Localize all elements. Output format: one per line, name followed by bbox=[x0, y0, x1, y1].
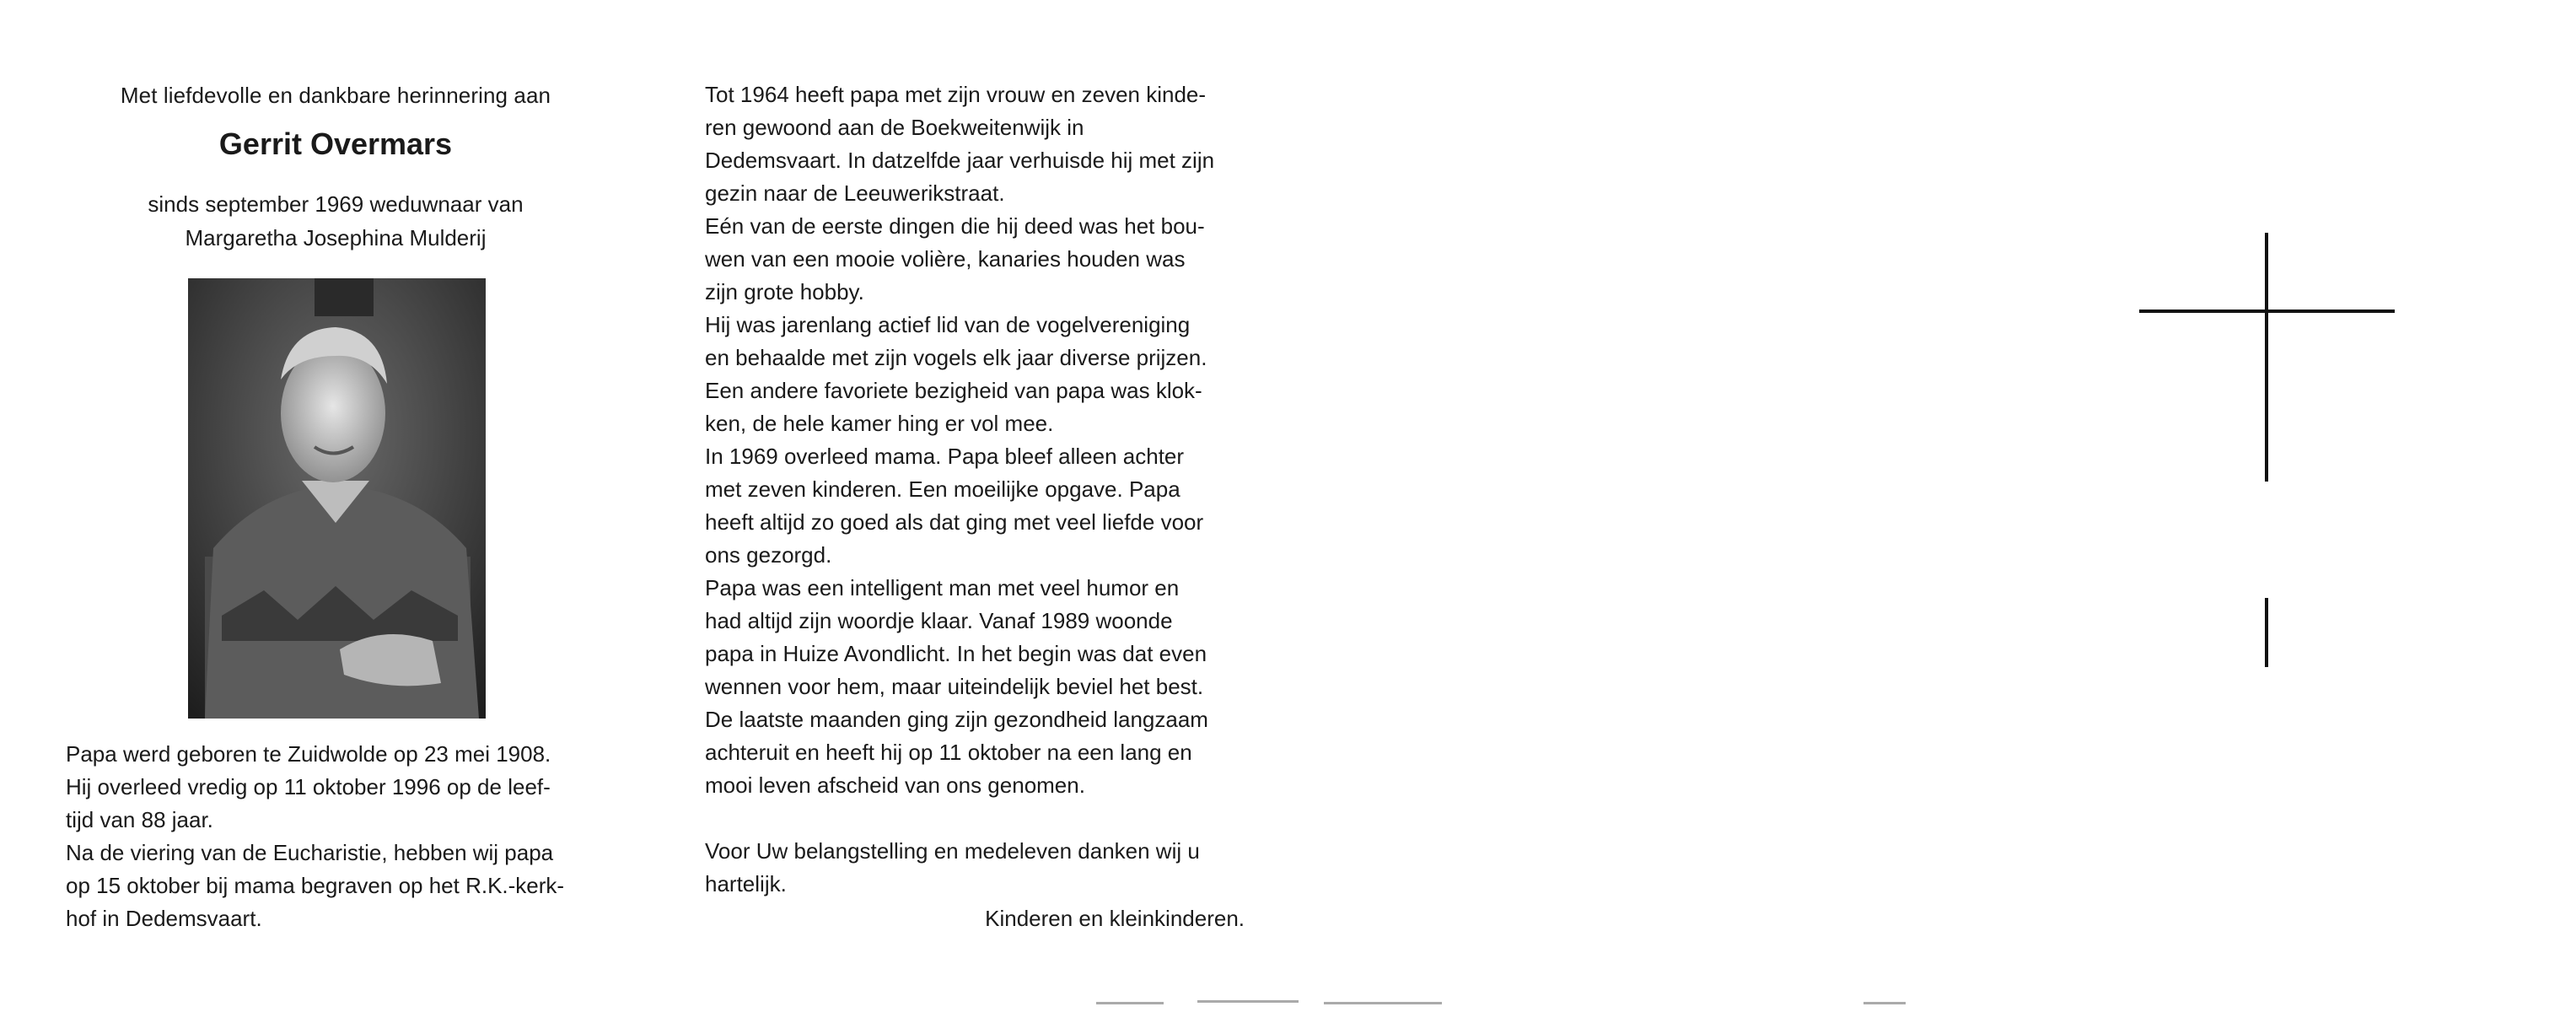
thanks-note bbox=[705, 835, 1245, 901]
story-line: had altijd zijn woordje klaar. Vanaf 1989 woonde bbox=[705, 608, 1173, 633]
widower-text bbox=[66, 187, 605, 255]
cross-horizontal bbox=[2139, 310, 2395, 313]
story-line: Dedemsvaart. In datzelfde jaar verhuisde hij met zijn bbox=[705, 148, 1215, 173]
scan-artifact bbox=[1197, 1000, 1299, 1003]
scan-artifact bbox=[1324, 1002, 1442, 1004]
deceased-name: Gerrit Overmars bbox=[218, 126, 453, 161]
bio-line: Na de viering van de Eucharistie, hebben wij papa bbox=[66, 840, 554, 865]
bio-line: Hij overleed vredig op 11 oktober 1996 op de leef- bbox=[66, 774, 551, 799]
story-line: Eén van de eerste dingen die hij deed was het bou- bbox=[705, 213, 1205, 239]
signature: Kinderen en kleinkinderen. bbox=[985, 906, 1245, 931]
story-line: heeft altijd zo goed als dat ging met veel liefde voor bbox=[705, 509, 1204, 535]
story-line: en behaalde met zijn vogels elk jaar diverse prijzen. bbox=[705, 345, 1207, 370]
story-line: zijn grote hobby. bbox=[705, 279, 864, 304]
story-line: ren gewoond aan de Boekweitenwijk in bbox=[705, 115, 1084, 140]
story-line: mooi leven afscheid van ons genomen. bbox=[705, 772, 1085, 798]
right-panel bbox=[705, 78, 1245, 935]
story-line: In 1969 overleed mama. Papa bleef alleen achter bbox=[705, 444, 1185, 469]
life-story bbox=[705, 78, 1245, 802]
cross-vertical-lower bbox=[2265, 598, 2268, 667]
story-line: wennen voor hem, maar uiteindelijk beviel het best. bbox=[705, 674, 1204, 699]
scan-artifact bbox=[1863, 1002, 1906, 1004]
story-line: Hij was jarenlang actief lid van de vogelvereniging bbox=[705, 312, 1191, 337]
story-line: gezin naar de Leeuwerikstraat. bbox=[705, 180, 1005, 206]
bio-line: Papa werd geboren te Zuidwolde op 23 mei 1908. bbox=[66, 741, 551, 767]
story-line: Papa was een intelligent man met veel humor en bbox=[705, 575, 1180, 600]
story-line: ken, de hele kamer hing er vol mee. bbox=[705, 411, 1054, 436]
portrait-photo bbox=[188, 278, 486, 719]
bio-line: tijd van 88 jaar. bbox=[66, 807, 213, 832]
intro-text: Met liefdevolle en dankbare herinnering aan bbox=[120, 83, 551, 108]
portrait-photo-image bbox=[188, 278, 486, 719]
scan-artifact bbox=[1096, 1002, 1164, 1004]
thanks-line: hartelijk. bbox=[705, 871, 787, 896]
story-line: Een andere favoriete bezigheid van papa was klok- bbox=[705, 378, 1202, 403]
bio-line: hof in Dedemsvaart. bbox=[66, 906, 262, 931]
story-line: papa in Huize Avondlicht. In het begin was dat even bbox=[705, 641, 1207, 666]
widower-line: sinds september 1969 weduwnaar van bbox=[148, 191, 524, 217]
story-line: ons gezorgd. bbox=[705, 542, 832, 568]
thanks-line: Voor Uw belangstelling en medeleven danken wij u bbox=[705, 838, 1200, 864]
story-line: wen van een mooie volière, kanaries houden was bbox=[705, 246, 1186, 272]
story-line: De laatste maanden ging zijn gezondheid langzaam bbox=[705, 707, 1208, 732]
biography bbox=[66, 738, 605, 935]
bio-line: op 15 oktober bij mama begraven op het R.K.-kerk- bbox=[66, 873, 565, 898]
story-line: Tot 1964 heeft papa met zijn vrouw en zeven kinde- bbox=[705, 82, 1207, 107]
story-line: met zeven kinderen. Een moeilijke opgave. Papa bbox=[705, 476, 1180, 502]
spouse-name: Margaretha Josephina Mulderij bbox=[185, 225, 487, 250]
story-line: achteruit en heeft hij op 11 oktober na een lang en bbox=[705, 740, 1192, 765]
cross-vertical-upper bbox=[2265, 233, 2268, 482]
